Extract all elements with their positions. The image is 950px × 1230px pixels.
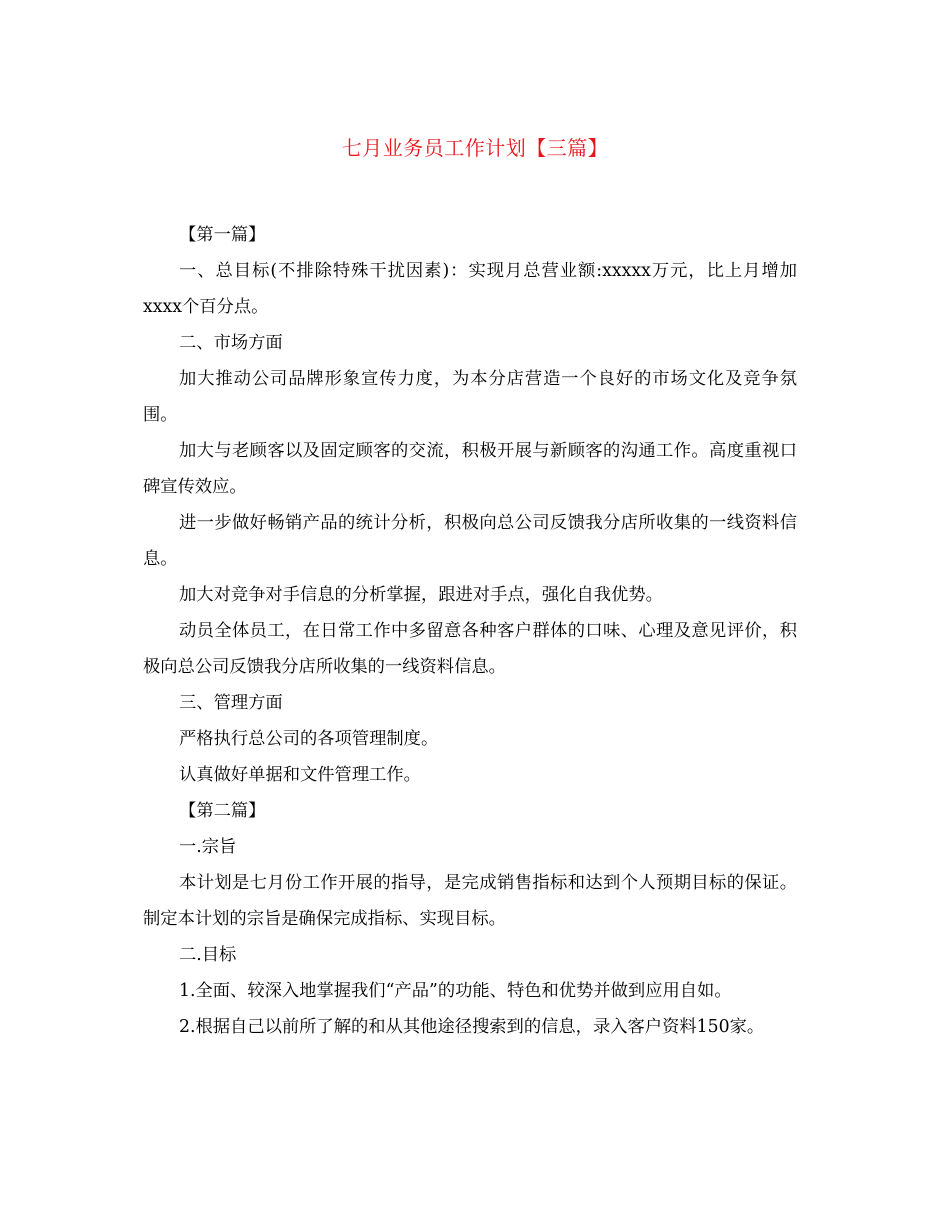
paragraph-staff-feedback: 动员全体员工，在日常工作中多留意各种客户群体的口味、心理及意见评价，积极向总公司反馈我分店所收集的一线资料信息。 bbox=[143, 621, 797, 677]
paragraph-overall-goal: 一、总目标(不排除特殊干扰因素)：实现月总营业额:xxxxx万元，比上月增加xxxx个百分点。 bbox=[143, 261, 797, 317]
heading-market: 二、市场方面 bbox=[179, 333, 283, 353]
heading-purpose: 一.宗旨 bbox=[179, 837, 237, 857]
paragraph-goal-2: 2.根据自己以前所了解的和从其他途径搜索到的信息，录入客户资料150家。 bbox=[179, 1017, 765, 1037]
document-title: 七月业务员工作计划【三篇】 bbox=[341, 136, 609, 160]
paragraph-goal-1: 1.全面、较深入地掌握我们“产品”的功能、特色和优势并做到应用自如。 bbox=[179, 981, 732, 1001]
heading-goals: 二.目标 bbox=[179, 945, 237, 965]
heading-management: 三、管理方面 bbox=[179, 693, 283, 713]
section-heading-part-one: 【第一篇】 bbox=[179, 225, 266, 245]
paragraph-competitor-analysis: 加大对竞争对手信息的分析掌握，跟进对手点，强化自我优势。 bbox=[179, 585, 663, 605]
paragraph-brand-promotion: 加大推动公司品牌形象宣传力度，为本分店营造一个良好的市场文化及竞争氛围。 bbox=[143, 369, 797, 425]
paragraph-management-rules: 严格执行总公司的各项管理制度。 bbox=[179, 729, 439, 749]
paragraph-purpose: 本计划是七月份工作开展的指导，是完成销售指标和达到个人预期目标的保证。制定本计划的宗旨是确保完成指标、实现目标。 bbox=[143, 873, 797, 929]
paragraph-sales-analysis: 进一步做好畅销产品的统计分析，积极向总公司反馈我分店所收集的一线资料信息。 bbox=[143, 513, 797, 569]
paragraph-customer-communication: 加大与老顾客以及固定顾客的交流，积极开展与新顾客的沟通工作。高度重视口碑宣传效应。 bbox=[143, 441, 797, 497]
paragraph-document-management: 认真做好单据和文件管理工作。 bbox=[179, 765, 421, 785]
document-body bbox=[143, 217, 797, 1045]
section-heading-part-two: 【第二篇】 bbox=[179, 801, 266, 821]
